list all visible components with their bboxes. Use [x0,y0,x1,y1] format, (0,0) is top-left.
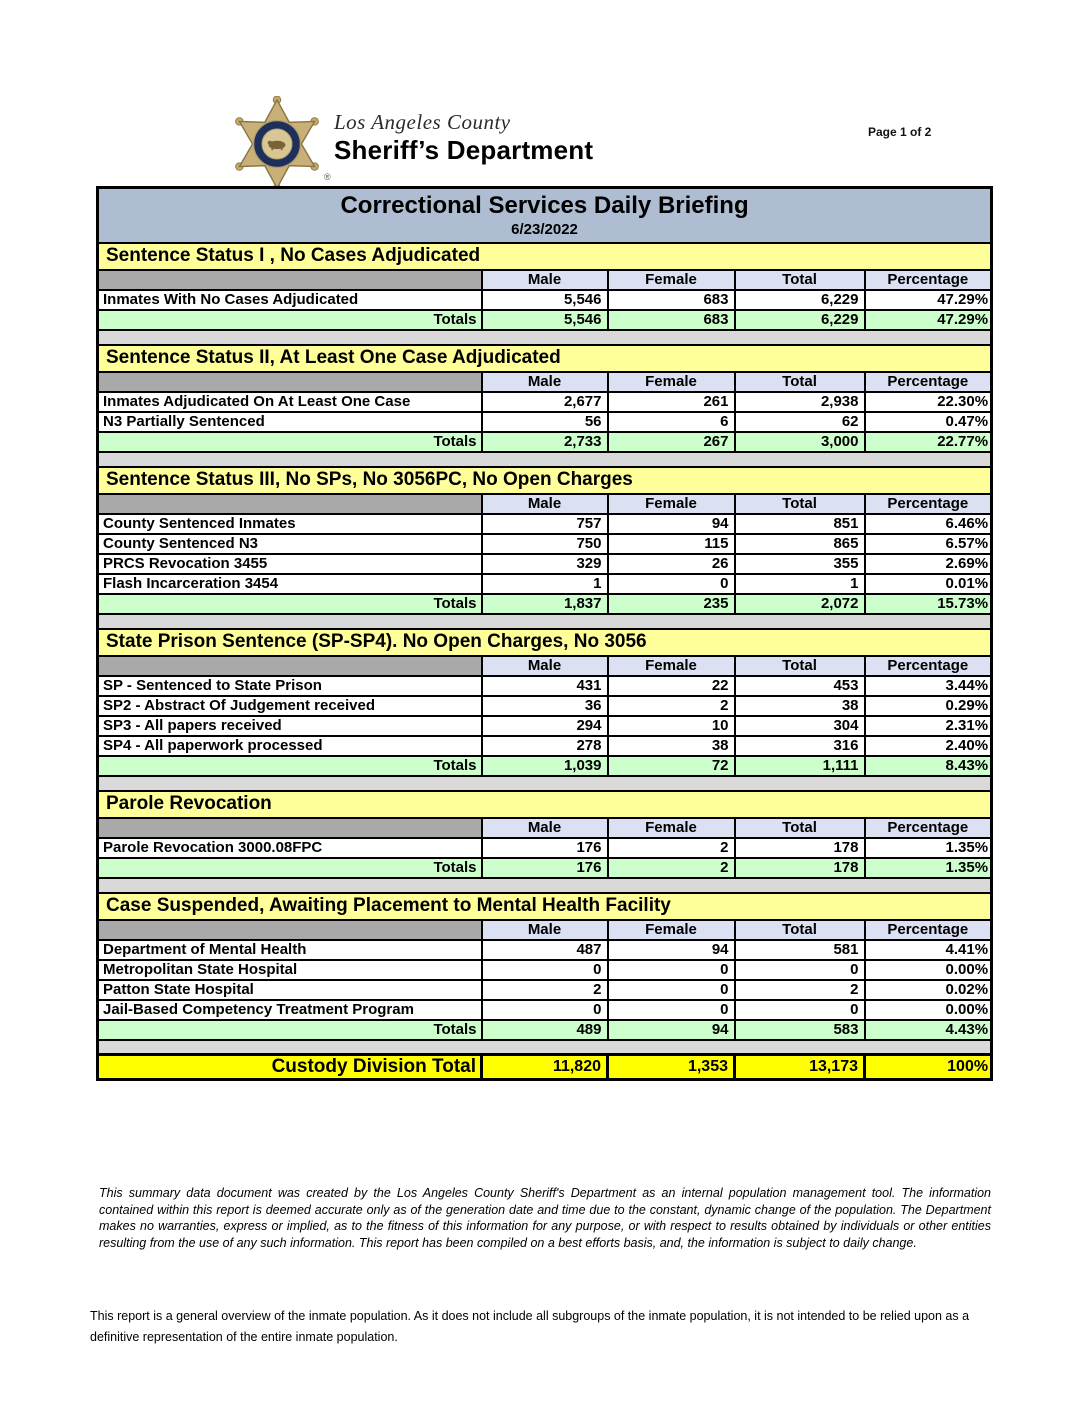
col-female: Female [608,270,735,290]
col-male: Male [482,494,608,514]
total-value: 316 [735,736,865,756]
table-row [98,716,992,736]
row-label: Metropolitan State Hospital [98,960,482,980]
row-label: N3 Partially Sentenced [98,412,482,432]
percentage-total: 22.77% [865,432,992,452]
female-total: 235 [608,594,735,614]
row-label: County Sentenced N3 [98,534,482,554]
row-label: PRCS Revocation 3455 [98,554,482,574]
percentage-total: 8.43% [865,756,992,776]
male-total: 2,733 [482,432,608,452]
total-total: 583 [735,1020,865,1040]
percentage-value: 22.30% [865,392,992,412]
section-title: Case Suspended, Awaiting Placement to Mental Health Facility [98,893,992,920]
col-total: Total [735,372,865,392]
row-label: SP - Sentenced to State Prison [98,676,482,696]
column-header-row [98,270,992,290]
section-spacer [98,1040,992,1055]
col-total: Total [735,494,865,514]
section-title: Sentence Status I , No Cases Adjudicated [98,243,992,270]
grand-female-total: 1,353 [608,1055,735,1080]
table-row [98,290,992,310]
female-value: 2 [608,838,735,858]
male-value: 1 [482,574,608,594]
percentage-total: 15.73% [865,594,992,614]
female-value: 0 [608,1000,735,1020]
section-spacer [98,614,992,629]
totals-row [98,594,992,614]
female-value: 26 [608,554,735,574]
female-total: 72 [608,756,735,776]
male-value: 329 [482,554,608,574]
section-title: Parole Revocation [98,791,992,818]
female-value: 94 [608,514,735,534]
col-total: Total [735,270,865,290]
table-row [98,838,992,858]
table-row [98,514,992,534]
logo-department-line: Sheriff’s Department [334,135,594,165]
totals-label: Totals [98,756,482,776]
col-female: Female [608,656,735,676]
male-value: 278 [482,736,608,756]
department-logo [230,96,593,192]
male-value: 5,546 [482,290,608,310]
percentage-value: 0.00% [865,1000,992,1020]
section-title: Sentence Status III, No SPs, No 3056PC, No Open Charges [98,467,992,494]
total-total: 1,111 [735,756,865,776]
table-row [98,1000,992,1020]
total-value: 2,938 [735,392,865,412]
col-female: Female [608,818,735,838]
column-header-row [98,656,992,676]
column-header-row [98,818,992,838]
sheriff-star-badge-icon [230,96,324,192]
totals-label: Totals [98,594,482,614]
total-value: 304 [735,716,865,736]
col-male: Male [482,372,608,392]
section-spacer [98,878,992,893]
section-header [98,629,992,656]
total-value: 581 [735,940,865,960]
col-male: Male [482,818,608,838]
column-header-row [98,494,992,514]
table-row [98,676,992,696]
percentage-value: 0.01% [865,574,992,594]
male-value: 431 [482,676,608,696]
table-row [98,554,992,574]
grand-total-total: 13,173 [735,1055,865,1080]
female-value: 683 [608,290,735,310]
total-value: 38 [735,696,865,716]
col-percentage: Percentage [865,656,992,676]
total-value: 1 [735,574,865,594]
section-spacer [98,776,992,791]
row-label: Jail-Based Competency Treatment Program [98,1000,482,1020]
total-total: 2,072 [735,594,865,614]
percentage-value: 0.00% [865,960,992,980]
total-value: 6,229 [735,290,865,310]
total-value: 2 [735,980,865,1000]
col-total: Total [735,656,865,676]
table-row [98,534,992,554]
table-row [98,736,992,756]
female-total: 683 [608,310,735,330]
female-value: 38 [608,736,735,756]
col-percentage: Percentage [865,372,992,392]
totals-label: Totals [98,1020,482,1040]
percentage-value: 1.35% [865,838,992,858]
col-male: Male [482,270,608,290]
report-banner [98,188,992,243]
section-header [98,791,992,818]
logo-text [334,110,593,166]
percentage-value: 0.02% [865,980,992,1000]
column-header-row [98,920,992,940]
male-value: 757 [482,514,608,534]
male-total: 1,837 [482,594,608,614]
row-label: SP4 - All paperwork processed [98,736,482,756]
row-label: Patton State Hospital [98,980,482,1000]
col-total: Total [735,818,865,838]
daily-briefing-table [96,186,993,1081]
col-percentage: Percentage [865,270,992,290]
grand-percentage-total: 100% [865,1055,992,1080]
totals-row [98,310,992,330]
male-value: 36 [482,696,608,716]
female-value: 10 [608,716,735,736]
female-value: 94 [608,940,735,960]
total-value: 178 [735,838,865,858]
percentage-total: 1.35% [865,858,992,878]
report-title: Correctional Services Daily Briefing [340,192,749,220]
totals-row [98,432,992,452]
row-label: SP3 - All papers received [98,716,482,736]
col-male: Male [482,920,608,940]
male-total: 176 [482,858,608,878]
total-value: 851 [735,514,865,534]
col-female: Female [608,494,735,514]
percentage-value: 2.69% [865,554,992,574]
section-title: Sentence Status II, At Least One Case Adjudicated [98,345,992,372]
total-value: 62 [735,412,865,432]
percentage-value: 3.44% [865,676,992,696]
column-header-row [98,372,992,392]
male-value: 176 [482,838,608,858]
corner-cell [98,656,482,676]
page-number: Page 1 of 2 [868,125,932,139]
table-row [98,412,992,432]
report-date: 6/23/2022 [511,221,578,239]
female-value: 115 [608,534,735,554]
corner-cell [98,372,482,392]
percentage-value: 0.47% [865,412,992,432]
totals-row [98,756,992,776]
col-percentage: Percentage [865,494,992,514]
total-value: 0 [735,1000,865,1020]
logo-county-line: Los Angeles County [334,110,511,134]
col-male: Male [482,656,608,676]
grand-total-label: Custody Division Total [98,1055,482,1080]
section-header [98,467,992,494]
percentage-value: 47.29% [865,290,992,310]
female-value: 0 [608,960,735,980]
corner-cell [98,494,482,514]
row-label: Department of Mental Health [98,940,482,960]
table-row [98,960,992,980]
total-value: 0 [735,960,865,980]
female-value: 0 [608,980,735,1000]
row-label: SP2 - Abstract Of Judgement received [98,696,482,716]
total-value: 453 [735,676,865,696]
col-female: Female [608,920,735,940]
total-total: 6,229 [735,310,865,330]
section-spacer [98,330,992,345]
table-row [98,940,992,960]
percentage-total: 47.29% [865,310,992,330]
female-value: 22 [608,676,735,696]
report-banner-row [98,188,992,243]
corner-cell [98,920,482,940]
total-total: 3,000 [735,432,865,452]
section-header [98,345,992,372]
row-label: Parole Revocation 3000.08FPC [98,838,482,858]
disclaimer-paragraph: This summary data document was created by the Los Angeles County Sheriff's Department as an internal population management tool. The information contained within this report is deemed accurate only as of the generation date and time due to the constant, dynamic change of the population. The Department makes no warranties, express or implied, as to the fitness of this information for any purpose, or with respect to results obtained by individuals or other entities resulting from the use of any such information. This report has been compiled on a best efforts basis, and, the information is subject to daily change. [99,1186,991,1250]
custody-division-total-row [98,1055,992,1080]
col-total: Total [735,920,865,940]
male-value: 56 [482,412,608,432]
percentage-value: 4.41% [865,940,992,960]
col-female: Female [608,372,735,392]
male-value: 750 [482,534,608,554]
row-label: County Sentenced Inmates [98,514,482,534]
female-value: 261 [608,392,735,412]
total-value: 355 [735,554,865,574]
female-value: 6 [608,412,735,432]
row-label: Inmates With No Cases Adjudicated [98,290,482,310]
registered-trademark-mark: ® [324,172,331,182]
percentage-value: 6.46% [865,514,992,534]
percentage-value: 2.31% [865,716,992,736]
percentage-total: 4.43% [865,1020,992,1040]
section-header [98,243,992,270]
male-value: 2,677 [482,392,608,412]
female-total: 267 [608,432,735,452]
total-value: 865 [735,534,865,554]
row-label: Inmates Adjudicated On At Least One Case [98,392,482,412]
row-label: Flash Incarceration 3454 [98,574,482,594]
male-total: 489 [482,1020,608,1040]
section-title: State Prison Sentence (SP-SP4). No Open Charges, No 3056 [98,629,992,656]
female-value: 2 [608,696,735,716]
section-spacer [98,452,992,467]
male-total: 1,039 [482,756,608,776]
col-percentage: Percentage [865,920,992,940]
table-row [98,574,992,594]
male-value: 2 [482,980,608,1000]
total-total: 178 [735,858,865,878]
male-value: 487 [482,940,608,960]
footnote-paragraph: This report is a general overview of the inmate population. As it does not include all subgroups of the inmate population, it is not intended to be relied upon as a definitive representation of the entire inmate population. [90,1309,970,1344]
table-row [98,980,992,1000]
table-row [98,696,992,716]
totals-row [98,858,992,878]
male-total: 5,546 [482,310,608,330]
female-total: 94 [608,1020,735,1040]
section-header [98,893,992,920]
male-value: 0 [482,960,608,980]
percentage-value: 0.29% [865,696,992,716]
male-value: 294 [482,716,608,736]
totals-row [98,1020,992,1040]
totals-label: Totals [98,858,482,878]
percentage-value: 6.57% [865,534,992,554]
grand-male-total: 11,820 [482,1055,608,1080]
totals-label: Totals [98,310,482,330]
corner-cell [98,818,482,838]
female-total: 2 [608,858,735,878]
table-row [98,392,992,412]
corner-cell [98,270,482,290]
col-percentage: Percentage [865,818,992,838]
percentage-value: 2.40% [865,736,992,756]
female-value: 0 [608,574,735,594]
male-value: 0 [482,1000,608,1020]
totals-label: Totals [98,432,482,452]
